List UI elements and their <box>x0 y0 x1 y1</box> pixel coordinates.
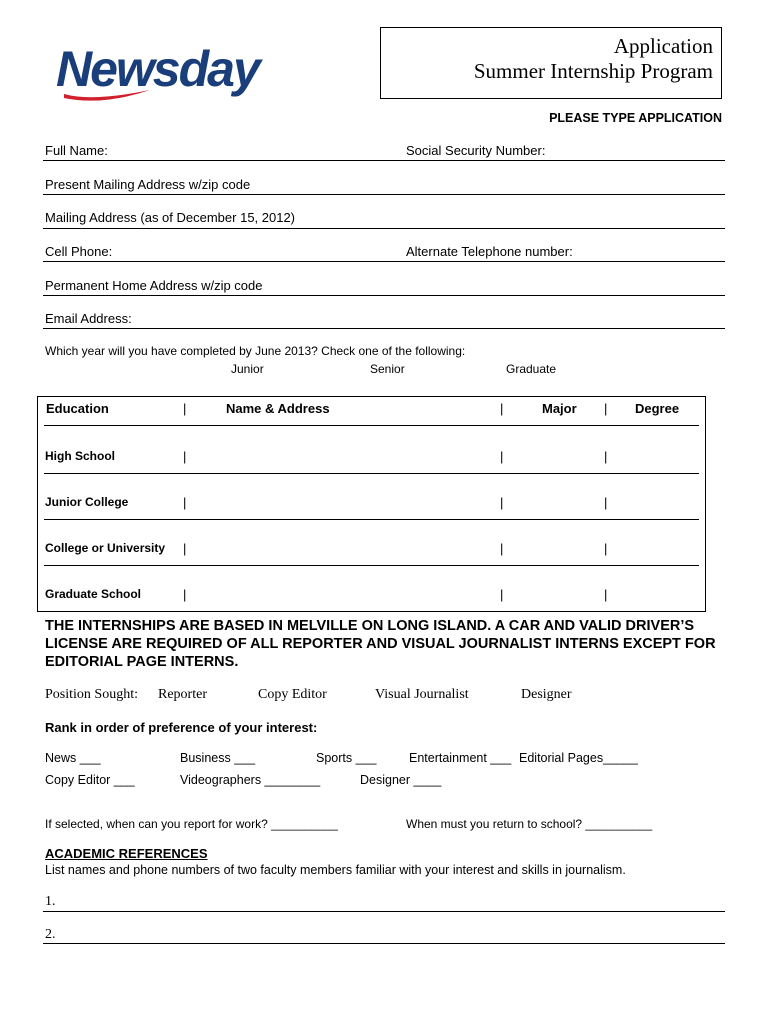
title-box <box>380 27 722 99</box>
phone-field[interactable] <box>43 261 725 262</box>
row-label-graduate-school: Graduate School <box>45 587 142 601</box>
row-label-college: College or University <box>45 541 166 555</box>
header-degree: Degree <box>635 401 680 416</box>
cell-sep: | <box>604 449 608 464</box>
reference-1-label: 1. <box>45 894 56 909</box>
cell-phone-label: Cell Phone: <box>45 244 113 259</box>
type-instruction: PLEASE TYPE APPLICATION <box>549 111 722 125</box>
header-name-address: Name & Address <box>226 401 330 416</box>
cell-sep: | <box>183 449 187 464</box>
cell-sep: | <box>604 587 608 602</box>
header-sep: | <box>604 401 608 416</box>
report-date-question[interactable]: If selected, when can you report for work? __________ <box>45 817 338 831</box>
newsday-logo: Newsday <box>56 41 259 97</box>
cell-sep: | <box>604 495 608 510</box>
email-label: Email Address: <box>45 311 132 326</box>
references-instruction: List names and phone numbers of two faculty members familiar with your interest and skills in journalism. <box>45 863 626 877</box>
table-row[interactable] <box>38 587 705 607</box>
permanent-address-label: Permanent Home Address w/zip code <box>45 278 263 293</box>
rank-designer[interactable]: Designer ____ <box>360 773 442 787</box>
car-license-notice: THE INTERNSHIPS ARE BASED IN MELVILLE ON LONG ISLAND. A CAR AND VALID DRIVER’S LICENSE ARE REQUIRED OF ALL REPORTER AND VISUAL JOURNALIST INTERNS EXCEPT FOR EDITORIAL PAGE INTERNS. <box>45 618 716 670</box>
return-date-question[interactable]: When must you return to school? __________ <box>406 817 653 831</box>
cell-sep: | <box>500 587 504 602</box>
cell-sep: | <box>183 541 187 556</box>
rank-entertainment[interactable]: Entertainment ___ <box>409 751 512 765</box>
rank-sports[interactable]: Sports ___ <box>316 751 377 765</box>
table-row[interactable] <box>38 449 705 469</box>
email-field[interactable] <box>43 328 725 329</box>
position-copy-editor[interactable]: Copy Editor <box>258 687 327 702</box>
reference-2-label: 2. <box>45 927 56 942</box>
references-heading: ACADEMIC REFERENCES <box>45 846 208 861</box>
reference-1-field[interactable] <box>43 911 725 912</box>
table-row[interactable] <box>38 541 705 561</box>
cell-sep: | <box>183 587 187 602</box>
row-label-high-school: High School <box>45 449 115 463</box>
position-label: Position Sought: <box>45 687 138 702</box>
table-divider <box>44 473 699 474</box>
present-address-label: Present Mailing Address w/zip code <box>45 177 251 192</box>
cell-sep: | <box>500 495 504 510</box>
rank-business[interactable]: Business ___ <box>180 751 256 765</box>
header-sep: | <box>500 401 504 416</box>
year-option-junior[interactable]: Junior <box>231 362 264 376</box>
reference-2-field[interactable] <box>43 943 725 944</box>
position-visual-journalist[interactable]: Visual Journalist <box>375 687 469 702</box>
rank-news[interactable]: News ___ <box>45 751 101 765</box>
year-option-graduate[interactable]: Graduate <box>506 362 557 376</box>
header-education: Education <box>46 401 109 416</box>
header-sep: | <box>183 401 187 416</box>
present-address-field[interactable] <box>43 194 725 195</box>
education-table <box>37 396 706 612</box>
table-row[interactable] <box>38 495 705 515</box>
table-divider <box>44 519 699 520</box>
logo-swoosh-icon <box>62 84 152 104</box>
position-reporter[interactable]: Reporter <box>158 687 207 702</box>
full-name-field[interactable] <box>43 160 725 161</box>
rank-videographers[interactable]: Videographers ________ <box>180 773 321 787</box>
mailing-address-field[interactable] <box>43 228 725 229</box>
cell-sep: | <box>500 541 504 556</box>
rank-copy-editor[interactable]: Copy Editor ___ <box>45 773 135 787</box>
cell-sep: | <box>183 495 187 510</box>
cell-sep: | <box>500 449 504 464</box>
position-designer[interactable]: Designer <box>521 687 572 702</box>
full-name-label: Full Name: <box>45 143 108 158</box>
table-divider <box>44 565 699 566</box>
cell-sep: | <box>604 541 608 556</box>
rank-editorial-pages[interactable]: Editorial Pages_____ <box>519 751 638 765</box>
alt-phone-label: Alternate Telephone number: <box>406 244 573 259</box>
row-label-junior-college: Junior College <box>45 495 129 509</box>
table-divider <box>44 425 699 426</box>
header-major: Major <box>542 401 577 416</box>
title-application: Application <box>613 34 713 58</box>
ssn-label: Social Security Number: <box>406 143 546 158</box>
year-option-senior[interactable]: Senior <box>370 362 405 376</box>
rank-heading: Rank in order of preference of your interest: <box>45 720 318 735</box>
education-header-row <box>38 401 705 421</box>
title-program: Summer Internship Program <box>473 59 713 83</box>
permanent-address-field[interactable] <box>43 295 725 296</box>
mailing-address-label: Mailing Address (as of December 15, 2012) <box>45 210 296 225</box>
year-question: Which year will you have completed by June 2013? Check one of the following: <box>45 344 466 358</box>
